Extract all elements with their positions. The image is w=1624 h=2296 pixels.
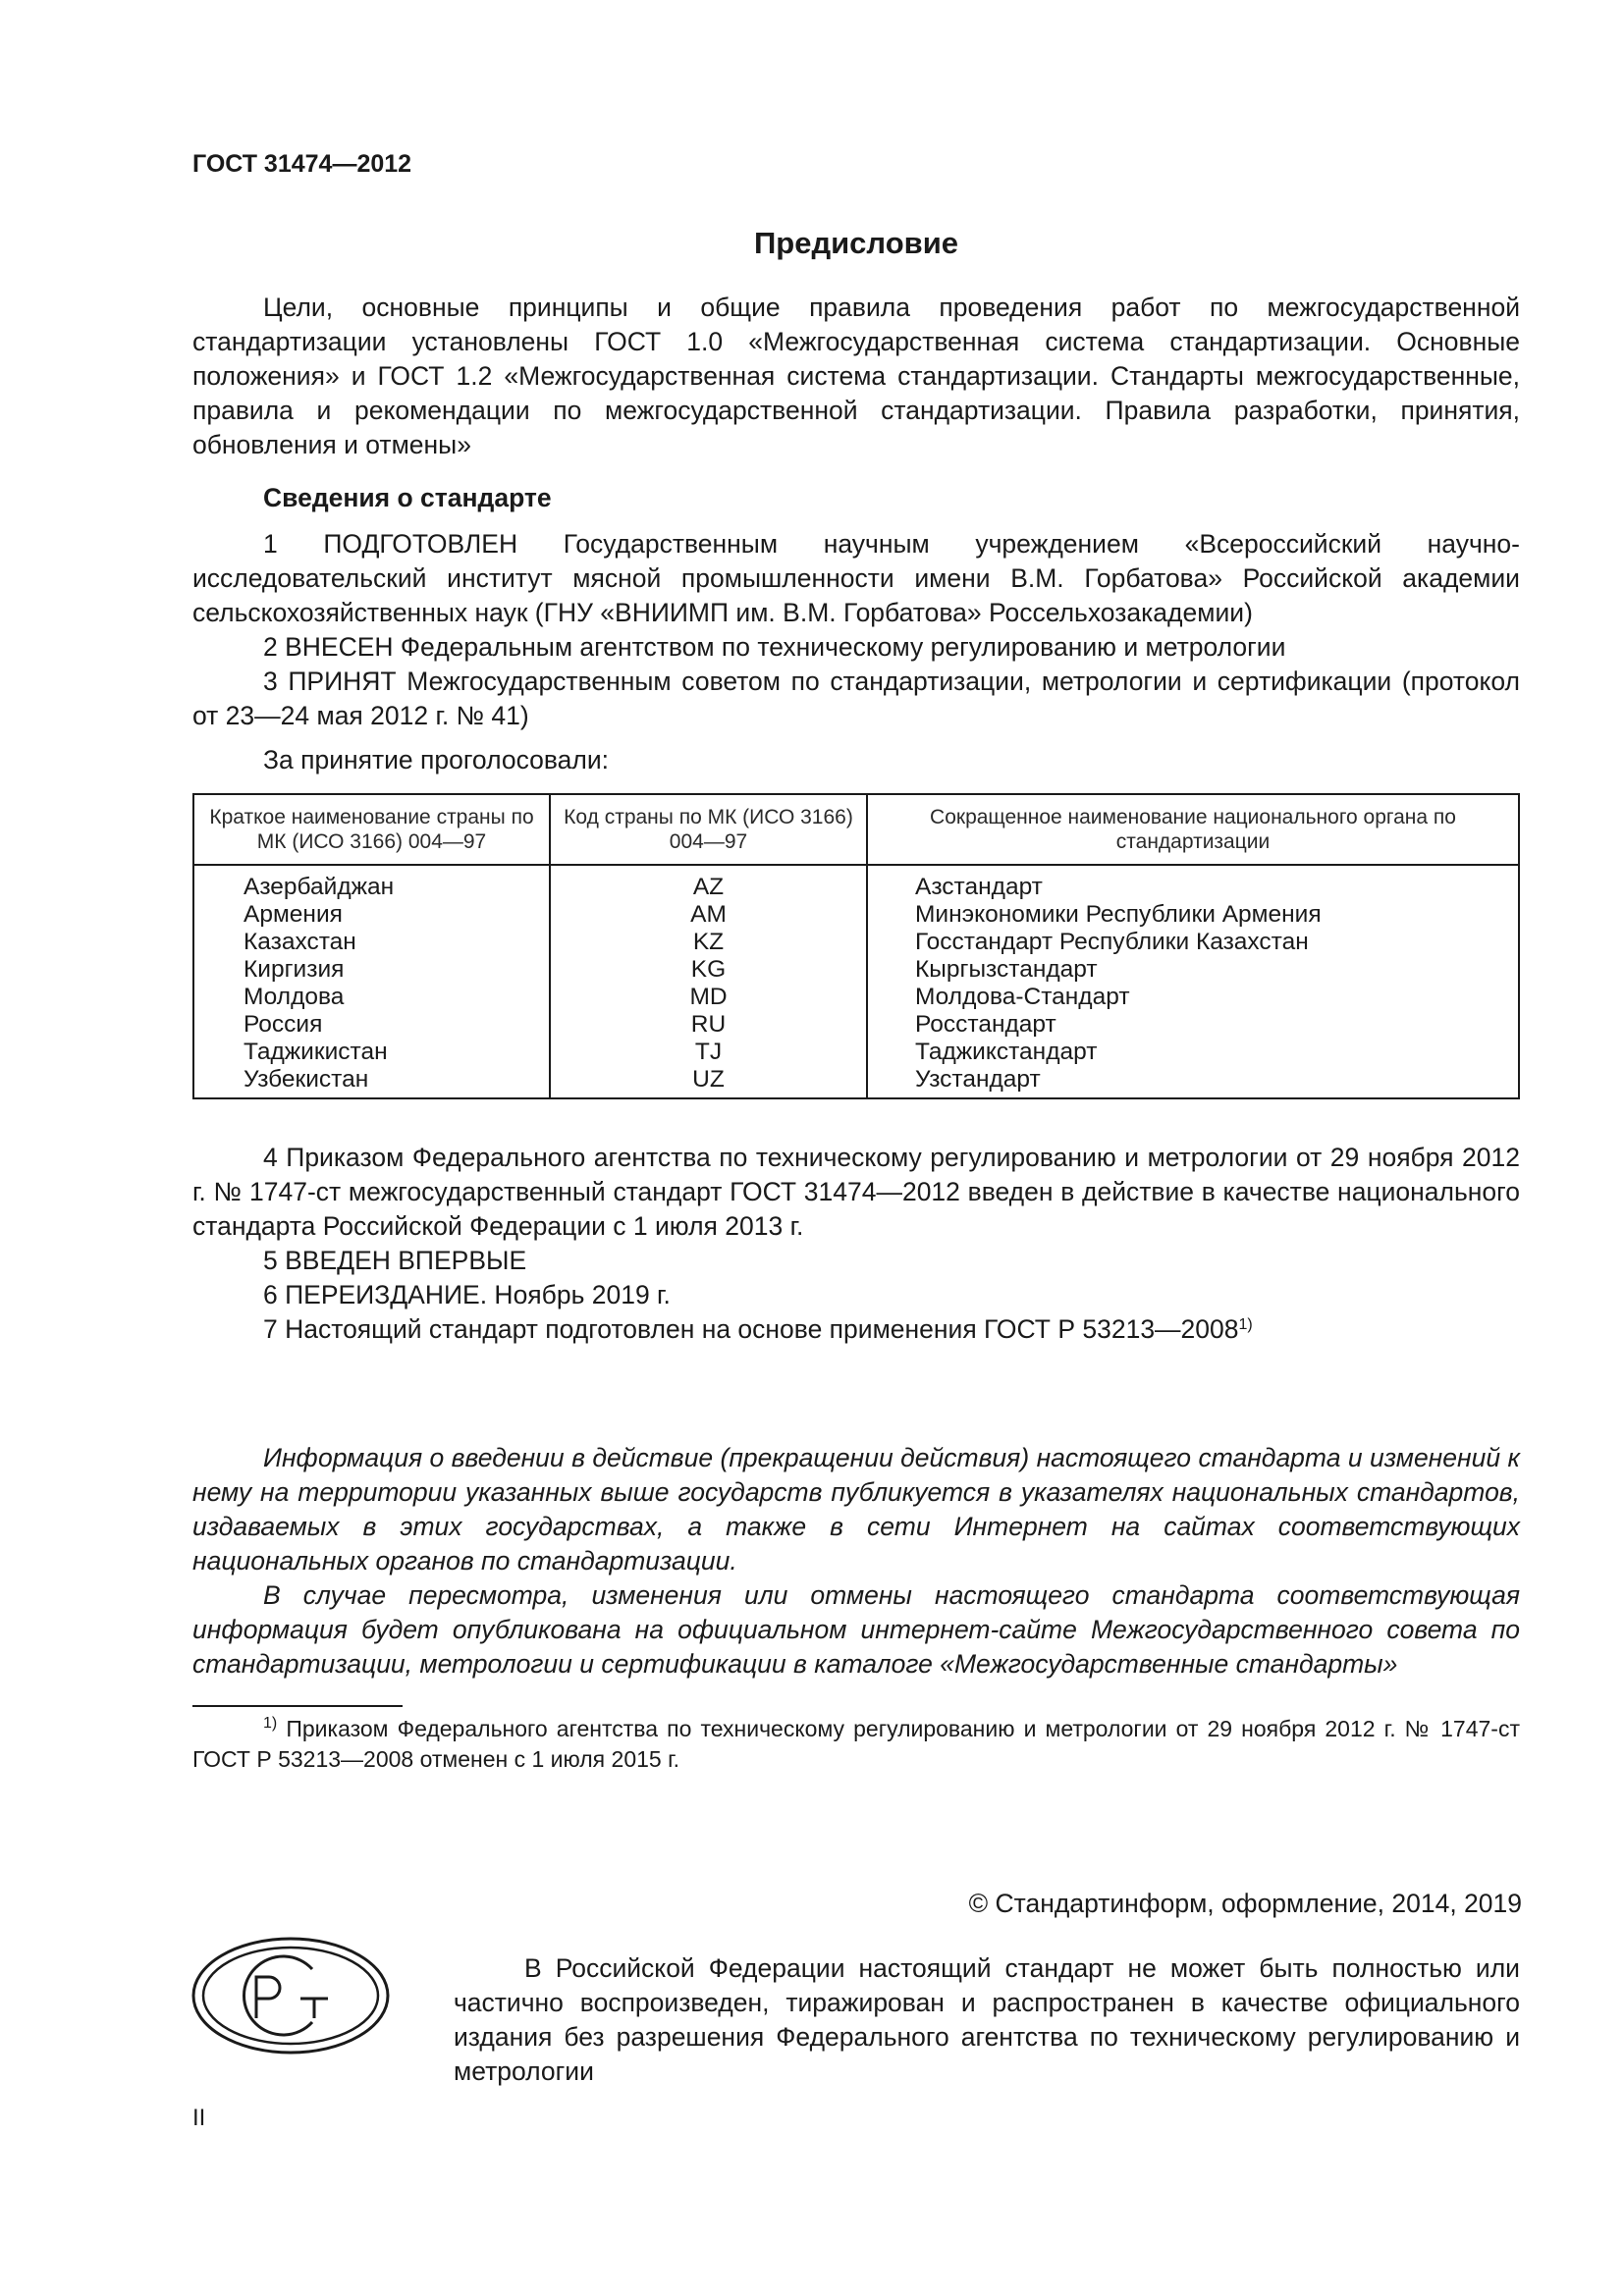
cell-body: Росстандарт	[867, 1011, 1519, 1039]
table-row	[193, 929, 1519, 956]
footnote-marker: 1)	[263, 1715, 278, 1732]
cell-code: AZ	[550, 865, 867, 901]
table-header-row	[193, 794, 1519, 865]
item-adopted: 3 ПРИНЯТ Межгосударственным советом по стандартизации, метрологии и сертификации (протокол от 23—24 мая 2012 г. № 41)	[192, 667, 1520, 730]
cell-code: AM	[550, 901, 867, 929]
cell-body: Азстандарт	[867, 865, 1519, 901]
cell-body: Молдова-Стандарт	[867, 984, 1519, 1011]
cell-country: Россия	[193, 1011, 550, 1039]
copyright-notice: © Стандартинформ, оформление, 2014, 2019	[968, 1889, 1522, 1918]
item-first-introduced: 5 ВВЕДЕН ВПЕРВЫЕ	[263, 1246, 527, 1275]
item-reissue: 6 ПЕРЕИЗДАНИЕ. Ноябрь 2019 г.	[263, 1280, 671, 1309]
cell-country: Таджикистан	[193, 1039, 550, 1066]
item-submitted: 2 ВНЕСЕН Федеральным агентством по техническому регулированию и метрологии	[263, 632, 1286, 662]
footnote-ref[interactable]: 1)	[1238, 1316, 1253, 1333]
footnote-divider	[192, 1705, 403, 1707]
table-row	[193, 1066, 1519, 1098]
document-code: ГОСТ 31474—2012	[192, 150, 412, 178]
preface-intro: Цели, основные принципы и общие правила проведения работ по межгосударственной стандартизации установлены ГОСТ 1.0 «Межгосударственная система стандартизации. Основные положения» и ГОСТ 1.2 «Межгосударственная система стандартизации. Стандарты межгосударственные, правила и рекомендации по межгосударственной стандартизации. Правила разработки, принятия, обновления и отмены»	[192, 293, 1520, 459]
table-row	[193, 1039, 1519, 1066]
column-header-country: Краткое наименование страны по МК (ИСО 3166) 004—97	[193, 794, 550, 865]
standard-info-heading: Сведения о стандарте	[263, 483, 552, 512]
cell-body: Кыргызстандарт	[867, 956, 1519, 984]
notice-paragraph-2: В случае пересмотра, изменения или отмены настоящего стандарта соответствующая информация будет опубликована на официальном интернет-сайте Межгосударственного совета по стандартизации, метрологии и сертификации в каталоге «Межгосударственные стандарты»	[192, 1580, 1520, 1679]
rst-mark-icon	[190, 1936, 391, 2056]
table-row	[193, 1011, 1519, 1039]
column-header-code: Код страны по МК (ИСО 3166) 004—97	[550, 794, 867, 865]
footnote	[192, 1714, 1520, 1775]
cell-country: Молдова	[193, 984, 550, 1011]
cell-code: RU	[550, 1011, 867, 1039]
item-based-on-text: 7 Настоящий стандарт подготовлен на основе применения ГОСТ Р 53213—2008	[263, 1314, 1239, 1344]
table-row	[193, 956, 1519, 984]
cell-body: Госстандарт Республики Казахстан	[867, 929, 1519, 956]
cell-country: Азербайджан	[193, 865, 550, 901]
cell-body: Минэкономики Республики Армения	[867, 901, 1519, 929]
page-number: II	[192, 2105, 206, 2131]
cell-country: Узбекистан	[193, 1066, 550, 1098]
item-based-on	[263, 1312, 1253, 1347]
footnote-text: Приказом Федерального агентства по техническому регулированию и метрологии от 29 ноября 2012 г. № 1747-ст ГОСТ Р 53213—2008 отменен с 1 июля 2015 г.	[192, 1716, 1521, 1772]
cell-code: TJ	[550, 1039, 867, 1066]
cell-code: KG	[550, 956, 867, 984]
column-header-body: Сокращенное наименование национального органа по стандартизации	[867, 794, 1519, 865]
table-row	[193, 901, 1519, 929]
cell-country: Казахстан	[193, 929, 550, 956]
table-row	[193, 984, 1519, 1011]
cell-code: KZ	[550, 929, 867, 956]
cell-body: Узстандарт	[867, 1066, 1519, 1098]
page-title: Предисловие	[753, 226, 958, 260]
copyright-rights-statement: В Российской Федерации настоящий стандарт не может быть полностью или частично воспроизведен, тиражирован и распространен в качестве официального издания без разрешения Федерального агентства по техническому регулированию и метрологии	[454, 1953, 1520, 2086]
cell-country: Киргизия	[193, 956, 550, 984]
table-row	[193, 865, 1519, 901]
cell-country: Армения	[193, 901, 550, 929]
member-states-table	[192, 793, 1520, 1099]
cell-body: Таджикстандарт	[867, 1039, 1519, 1066]
voted-label: За принятие проголосовали:	[263, 745, 610, 774]
item-prepared: 1 ПОДГОТОВЛЕН Государственным научным учреждением «Всероссийский научно-исследовательский институт мясной промышленности имени В.М. Горбатова» Российской академии сельскохозяйственных наук (ГНУ «ВНИИМП им. В.М. Горбатова» Россельхозакадемии)	[192, 529, 1520, 627]
item-enacted: 4 Приказом Федерального агентства по техническому регулированию и метрологии от 29 ноября 2012 г. № 1747-ст межгосударственный стандарт ГОСТ 31474—2012 введен в действие в качестве национального стандарта Российской Федерации с 1 июля 2013 г.	[192, 1143, 1520, 1241]
notice-paragraph-1: Информация о введении в действие (прекращении действия) настоящего стандарта и изменений к нему на территории указанных выше государств публикуется в указателях национальных стандартов, издаваемых в этих государствах, а также в сети Интернет на сайтах соответствующих национальных органов по стандартизации.	[192, 1443, 1520, 1575]
cell-code: MD	[550, 984, 867, 1011]
cell-code: UZ	[550, 1066, 867, 1098]
